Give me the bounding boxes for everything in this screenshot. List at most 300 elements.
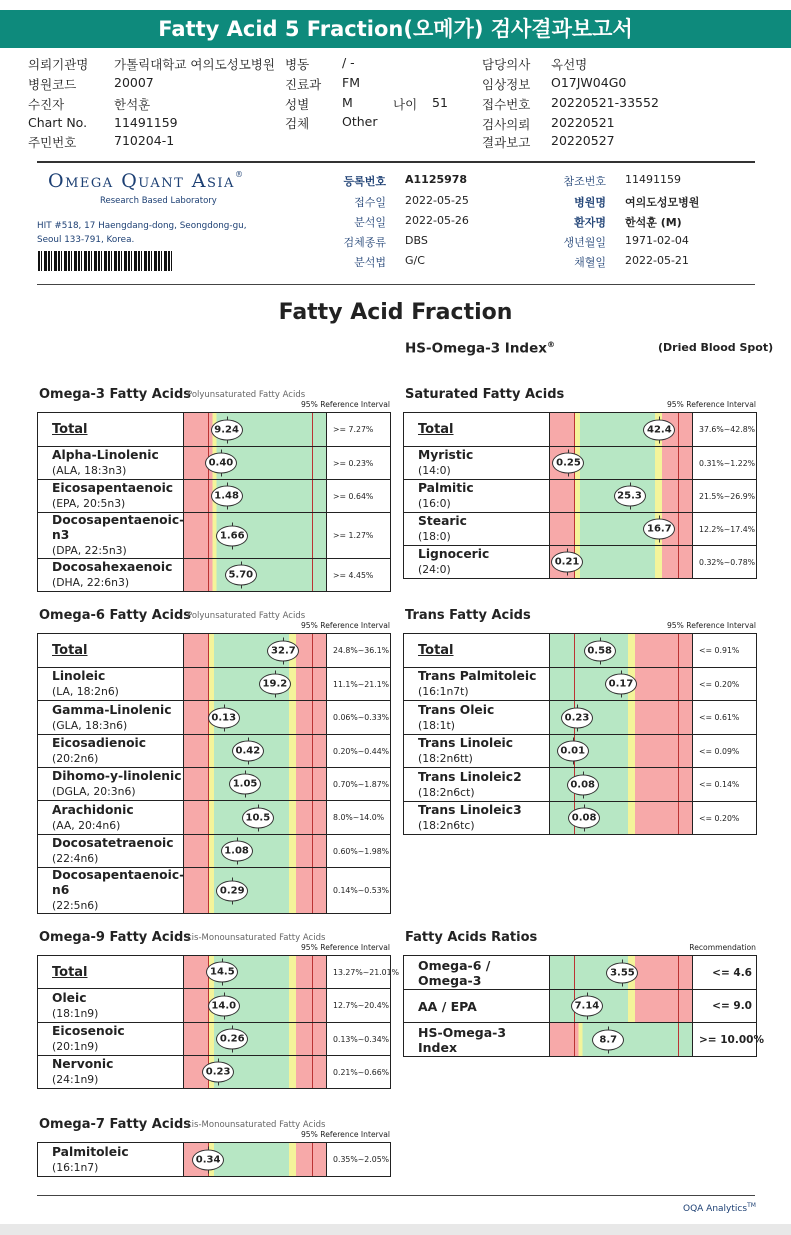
fatty-acid-label: Dihomo-y-linolenic	[52, 769, 182, 783]
table-row	[38, 835, 391, 868]
range-line	[678, 956, 679, 989]
reference-range: 0.32%~0.78%	[693, 546, 757, 579]
range-line	[678, 413, 679, 446]
fatty-acid-code: (14:0)	[418, 464, 451, 477]
patient-field-label: 결과보고	[482, 135, 531, 150]
fatty-acid-label: Eicosenoic	[52, 1024, 125, 1038]
reg-field-value: A1125978	[405, 173, 468, 186]
range-line	[678, 768, 679, 801]
fatty-acid-label: Trans Linoleic	[418, 736, 514, 750]
reference-range: 0.20%~0.44%	[327, 735, 391, 768]
range-line	[312, 1023, 313, 1055]
result-bar	[184, 801, 327, 835]
result-value-marker: 0.01	[557, 741, 589, 762]
bar-fill	[184, 413, 326, 446]
reg-field-label: 병원명	[574, 196, 606, 209]
reference-range: 12.7%~20.4%	[327, 989, 391, 1023]
section-title: Saturated Fatty Acids	[405, 387, 565, 402]
result-value-marker: 42.4	[643, 419, 675, 440]
fatty-acid-name	[38, 956, 184, 989]
reference-range: <= 0.91%	[693, 634, 757, 668]
range-line	[208, 668, 209, 700]
range-line	[312, 868, 313, 913]
omega6-table	[37, 633, 391, 914]
section-title: Omega-7 Fatty Acids	[39, 1117, 192, 1132]
section-subtitle: cis-Monounsaturated Fatty Acids	[187, 933, 326, 943]
result-value-marker: 10.5	[242, 807, 274, 828]
patient-field-label: 성별	[285, 97, 310, 112]
result-bar	[184, 989, 327, 1023]
lab-name: Omega Quant Asia	[48, 170, 235, 192]
reference-interval-label: 95% Reference Interval	[300, 621, 390, 630]
reference-range: >= 1.27%	[327, 513, 391, 559]
fatty-acid-label: Lignoceric	[418, 547, 490, 561]
result-bar	[550, 480, 693, 513]
result-bar	[184, 634, 327, 668]
table-row	[38, 559, 391, 592]
bar-fill	[550, 634, 692, 667]
result-value-marker: 19.2	[259, 674, 291, 695]
result-bar	[550, 447, 693, 480]
range-line	[208, 480, 209, 512]
range-line	[312, 1056, 313, 1088]
result-value-marker: 25.3	[614, 486, 646, 507]
range-line	[208, 1023, 209, 1055]
section-subtitle: Polyunsaturated Fatty Acids	[187, 390, 306, 400]
fatty-acid-label: Arachidonic	[52, 802, 134, 817]
table-row	[38, 1023, 391, 1056]
section-title: Fatty Acids Ratios	[405, 930, 538, 945]
patient-field-value: 20007	[114, 75, 154, 90]
patient-field-label: 검사의뢰	[482, 117, 531, 132]
patient-field-label: 의뢰기관명	[28, 57, 89, 72]
fatty-acid-code: (20:2n6)	[52, 752, 99, 765]
range-line	[678, 735, 679, 767]
fatty-acid-code: (DHA, 22:6n3)	[52, 576, 130, 589]
reference-range: 0.31%~1.22%	[693, 447, 757, 480]
fatty-acid-name	[404, 546, 550, 579]
result-bar	[550, 802, 693, 835]
bar-fill	[184, 956, 326, 988]
fatty-acid-name	[404, 447, 550, 480]
range-line	[312, 735, 313, 767]
reference-range: 0.60%~1.98%	[327, 835, 391, 868]
fatty-acid-label: Total	[52, 422, 88, 437]
range-line	[208, 634, 209, 667]
bar-fill	[184, 513, 326, 558]
range-line	[574, 480, 575, 512]
fatty-acid-code: (16:1n7t)	[418, 685, 469, 698]
reference-interval-label: 95% Reference Interval	[666, 621, 756, 630]
footer-text: OQA Analytics	[683, 1204, 748, 1214]
result-bar	[184, 868, 327, 914]
reference-range: 37.6%~42.8%	[693, 413, 757, 447]
reference-range: 0.13%~0.34%	[327, 1023, 391, 1056]
result-value-marker: 0.42	[232, 741, 264, 762]
result-bar	[184, 413, 327, 447]
reference-range: <= 0.14%	[693, 768, 757, 802]
table-row	[404, 768, 757, 802]
barcode	[38, 251, 173, 271]
result-bar	[184, 1023, 327, 1056]
result-value-marker: 0.08	[568, 808, 600, 829]
index-label: HS-Omega-3 Index	[405, 340, 547, 357]
range-line	[312, 768, 313, 800]
reg-field-label: 환자명	[574, 216, 606, 229]
range-line	[312, 701, 313, 734]
fatty-acid-label: Trans Oleic	[418, 702, 495, 717]
table-row	[404, 634, 757, 668]
table-row	[38, 868, 391, 914]
range-line	[208, 835, 209, 867]
result-bar	[550, 768, 693, 802]
fatty-acid-label: Trans Palmitoleic	[418, 669, 537, 683]
fatty-acid-name	[404, 768, 550, 802]
range-line	[208, 735, 209, 767]
bar-fill	[184, 634, 326, 667]
result-bar	[550, 956, 693, 990]
page-bottom-bar	[0, 1224, 791, 1235]
fatty-acid-label: Total	[52, 643, 88, 658]
reference-range: 0.70%~1.87%	[327, 768, 391, 801]
reference-interval-label: Recommendation	[689, 943, 756, 952]
patient-field-value: O17JW04G0	[551, 75, 627, 90]
patient-field-value: 20220521	[551, 115, 615, 130]
range-line	[312, 989, 313, 1022]
fatty-acid-name	[38, 1143, 184, 1177]
result-value-marker: 0.17	[605, 674, 637, 695]
result-value-marker: 0.40	[205, 453, 237, 474]
fatty-acid-name	[38, 1056, 184, 1089]
result-value-marker: 14.0	[208, 995, 240, 1016]
table-row	[38, 956, 391, 989]
specimen-type: (Dried Blood Spot)	[658, 341, 774, 354]
fatty-acid-code: (16:0)	[418, 497, 451, 510]
reference-range: >= 0.64%	[327, 480, 391, 513]
range-line	[208, 559, 209, 591]
patient-field-label: 검체	[285, 116, 310, 131]
patient-field-value: 한석훈	[114, 97, 151, 112]
fatty-acid-label: Total	[418, 422, 454, 437]
reg-field-label: 생년월일	[563, 236, 606, 249]
lab-address	[37, 219, 247, 247]
fatty-acid-code: (DGLA, 20:3n6)	[52, 785, 136, 798]
fatty-acid-name	[38, 989, 184, 1023]
bar-fill	[184, 868, 326, 913]
result-bar	[184, 559, 327, 592]
result-bar	[184, 668, 327, 701]
fatty-acid-name	[38, 801, 184, 835]
fatty-acid-label: Trans Linoleic2	[418, 769, 522, 784]
bar-fill	[184, 668, 326, 700]
section-title: Omega-9 Fatty Acids	[39, 930, 192, 945]
fatty-acid-name	[404, 413, 550, 447]
patient-field-label: 담당의사	[482, 57, 531, 72]
range-line	[208, 801, 209, 834]
fatty-acid-name	[38, 413, 184, 447]
fatty-acid-name	[38, 868, 184, 914]
fatty-acid-code: (22:5n6)	[52, 899, 99, 912]
range-line	[574, 668, 575, 700]
fatty-acid-name	[404, 480, 550, 513]
fatty-acid-code: (18:1n9)	[52, 1006, 99, 1020]
fatty-acid-name	[404, 701, 550, 735]
table-row	[38, 989, 391, 1023]
range-line	[208, 868, 209, 913]
result-value-marker: 8.7	[592, 1029, 624, 1050]
reference-range: 0.06%~0.33%	[327, 701, 391, 735]
range-line	[678, 447, 679, 479]
fatty-acid-code: (18:1t)	[418, 718, 455, 732]
bar-fill	[184, 701, 326, 734]
reference-range: 0.14%~0.53%	[327, 868, 391, 914]
omega7-table	[37, 1142, 391, 1177]
fatty-acid-code: (22:4n6)	[52, 852, 99, 865]
result-bar	[550, 513, 693, 546]
section-title: Omega-6 Fatty Acids	[39, 608, 192, 623]
result-value-marker: 3.55	[606, 962, 638, 983]
result-bar	[550, 1023, 693, 1057]
reference-range: <= 0.20%	[693, 668, 757, 701]
range-line	[678, 634, 679, 667]
fatty-acid-code: (18:2n6ct)	[418, 785, 475, 799]
range-line	[678, 701, 679, 734]
patient-field-label: 병원코드	[28, 77, 77, 92]
fatty-acid-label: Docosatetraenoic	[52, 836, 174, 850]
range-line	[312, 447, 313, 479]
reference-range: 11.1%~21.1%	[327, 668, 391, 701]
reg-field-label: 분석일	[354, 216, 386, 229]
range-line	[574, 413, 575, 446]
fatty-acid-code: (18:2n6tc)	[418, 819, 475, 832]
table-row	[38, 801, 391, 835]
patient-field-value: 20220527	[551, 133, 615, 148]
reg-field-value: 11491159	[625, 173, 681, 186]
reg-field-value: 2022-05-25	[405, 194, 469, 207]
reg-field-label: 분석법	[354, 256, 386, 269]
reference-interval-label: 95% Reference Interval	[666, 400, 756, 409]
fatty-acid-code: (AA, 20:4n6)	[52, 818, 121, 832]
range-line	[678, 480, 679, 512]
reg-field-value: DBS	[405, 234, 428, 247]
table-row	[38, 735, 391, 768]
patient-field-value: M	[342, 95, 353, 110]
report-title: Fatty Acid 5 Fraction(오메가) 검사결과보고서	[0, 10, 791, 48]
table-row	[404, 480, 757, 513]
range-line	[312, 634, 313, 667]
fatty-acid-name	[38, 480, 184, 513]
patient-field-label: 접수번호	[482, 97, 531, 112]
fatty-acid-name	[38, 768, 184, 801]
lab-subtitle: Research Based Laboratory	[100, 196, 217, 206]
ratios-table	[403, 955, 764, 1057]
result-value-marker: 32.7	[267, 640, 299, 661]
divider	[37, 1195, 755, 1196]
fatty-acid-label: AA / EPA	[418, 998, 477, 1014]
table-row	[404, 413, 757, 447]
reg-field-value: 2022-05-26	[405, 214, 469, 227]
reg-field-value: G/C	[405, 254, 425, 267]
result-value-marker: 9.24	[211, 419, 243, 440]
fatty-acid-name	[404, 735, 550, 768]
section-title: Omega-3 Fatty Acids	[39, 387, 192, 402]
result-bar	[550, 990, 693, 1023]
omega-index-heading	[405, 340, 555, 357]
result-value-marker: 0.13	[208, 707, 240, 728]
reference-range: 24.8%~36.1%	[327, 634, 391, 668]
fatty-acid-label: Total	[418, 643, 454, 658]
patient-field-label: 진료과	[285, 77, 322, 92]
fatty-acid-code: (20:1n9)	[52, 1040, 99, 1053]
range-line	[312, 1143, 313, 1176]
fatty-acid-code: (18:0)	[418, 530, 451, 543]
table-row	[404, 447, 757, 480]
result-bar	[184, 1056, 327, 1089]
omega9-table	[37, 955, 399, 1089]
result-value-marker: 0.23	[561, 707, 593, 728]
result-bar	[184, 447, 327, 480]
range-line	[208, 768, 209, 800]
patient-field-value: 가톨릭대학교 여의도성모병원	[114, 57, 275, 72]
result-value-marker: 16.7	[643, 519, 675, 540]
result-bar	[550, 546, 693, 579]
table-row	[404, 735, 757, 768]
divider	[37, 161, 755, 163]
divider	[37, 284, 755, 285]
patient-field-value: / -	[342, 55, 355, 70]
fatty-acid-name	[404, 513, 550, 546]
patient-field-value: 11491159	[114, 115, 178, 130]
patient-field-label: 주민번호	[28, 135, 77, 150]
patient-field-label: 임상정보	[482, 77, 531, 92]
range-line	[678, 513, 679, 545]
table-row	[404, 802, 757, 835]
range-line	[678, 546, 679, 578]
fatty-acid-name	[404, 1023, 550, 1057]
fatty-acid-name	[38, 735, 184, 768]
fatty-acid-label: Stearic	[418, 514, 467, 528]
table-row	[404, 513, 757, 546]
fatty-acid-label: Linoleic	[52, 669, 106, 683]
reference-range: 8.0%~14.0%	[327, 801, 391, 835]
omega3-table	[37, 412, 391, 592]
age-label: 나이	[393, 97, 418, 112]
trans-table	[403, 633, 757, 835]
table-row	[404, 668, 757, 701]
result-bar	[550, 701, 693, 735]
result-value-marker: 1.66	[216, 525, 248, 546]
fatty-acid-label: Palmitoleic	[52, 1144, 129, 1159]
result-value-marker: 5.70	[225, 565, 257, 586]
age-value: 51	[432, 95, 448, 110]
address-line: HIT #518, 17 Haengdang-dong, Seongdong-gu,	[37, 221, 247, 231]
fatty-acid-name	[38, 668, 184, 701]
range-line	[312, 513, 313, 558]
reference-range: <= 4.6	[693, 956, 757, 990]
reg-field-value: 한석훈 (M)	[625, 216, 682, 229]
fatty-acid-code: (ALA, 18:3n3)	[52, 464, 127, 477]
range-line	[678, 668, 679, 700]
fatty-acid-code: (24:0)	[418, 563, 451, 576]
reference-range: <= 0.09%	[693, 735, 757, 768]
result-bar	[184, 835, 327, 868]
reg-field-label: 접수일	[354, 196, 386, 209]
fatty-acid-name	[404, 668, 550, 701]
reference-range: 21.5%~26.9%	[693, 480, 757, 513]
section-subtitle: cis-Monounsaturated Fatty Acids	[187, 1120, 326, 1130]
range-line	[678, 802, 679, 834]
fatty-acid-code: (GLA, 18:3n6)	[52, 718, 128, 732]
fatty-acid-label: Oleic	[52, 990, 87, 1005]
reg-field-value: 1971-02-04	[625, 234, 689, 247]
patient-field-value: 옥선명	[551, 57, 588, 72]
fatty-acid-label: Eicosadienoic	[52, 736, 147, 750]
result-value-marker: 0.08	[567, 774, 599, 795]
fatty-acid-label: Alpha-Linolenic	[52, 448, 159, 462]
result-bar	[184, 480, 327, 513]
reg-field-label: 검체종류	[343, 236, 386, 249]
range-line	[312, 835, 313, 867]
table-row	[38, 634, 391, 668]
saturated-table	[403, 412, 757, 579]
fatty-acid-name	[38, 447, 184, 480]
range-line	[312, 668, 313, 700]
patient-field-label: Chart No.	[28, 115, 88, 130]
fatty-acid-name	[38, 513, 184, 559]
range-line	[574, 634, 575, 667]
result-value-marker: 0.58	[584, 640, 616, 661]
fatty-acid-code: (16:1n7)	[52, 1160, 99, 1174]
table-row	[404, 546, 757, 579]
range-line	[574, 1023, 575, 1056]
reg-field-value: 2022-05-21	[625, 254, 689, 267]
result-value-marker: 7.14	[571, 996, 603, 1017]
range-line	[312, 801, 313, 834]
range-line	[574, 956, 575, 989]
result-bar	[184, 956, 327, 989]
table-row	[404, 990, 757, 1023]
range-line	[208, 413, 209, 446]
result-bar	[550, 668, 693, 701]
fatty-acid-label: Docosahexaenoic	[52, 560, 173, 574]
footer-brand	[683, 1202, 756, 1214]
patient-field-value: FM	[342, 75, 360, 90]
result-value-marker: 1.08	[221, 841, 253, 862]
range-line	[312, 956, 313, 988]
fatty-acid-label: Docosapentaenoic-n3	[52, 513, 185, 542]
result-bar	[184, 768, 327, 801]
fatty-acid-label: Palmitic	[418, 481, 474, 495]
reg-field-label: 채혈일	[574, 256, 606, 269]
reference-interval-label: 95% Reference Interval	[300, 400, 390, 409]
range-line	[678, 990, 679, 1022]
fatty-acid-label: Docosapentaenoic-n6	[52, 868, 185, 897]
table-row	[38, 668, 391, 701]
table-row	[38, 768, 391, 801]
table-row	[38, 480, 391, 513]
result-value-marker: 0.34	[192, 1149, 224, 1170]
reference-range: >= 7.27%	[327, 413, 391, 447]
patient-field-value: 710204-1	[114, 133, 175, 148]
fatty-acid-code: (LA, 18:2n6)	[52, 685, 119, 698]
reg-field-label: 참조번호	[563, 175, 606, 188]
table-row	[404, 956, 757, 990]
result-value-marker: 0.29	[216, 880, 248, 901]
result-value-marker: 14.5	[206, 962, 238, 983]
table-row	[404, 1023, 757, 1057]
reference-range: 0.21%~0.66%	[327, 1056, 391, 1089]
fatty-acid-code: (24:1n9)	[52, 1073, 99, 1086]
